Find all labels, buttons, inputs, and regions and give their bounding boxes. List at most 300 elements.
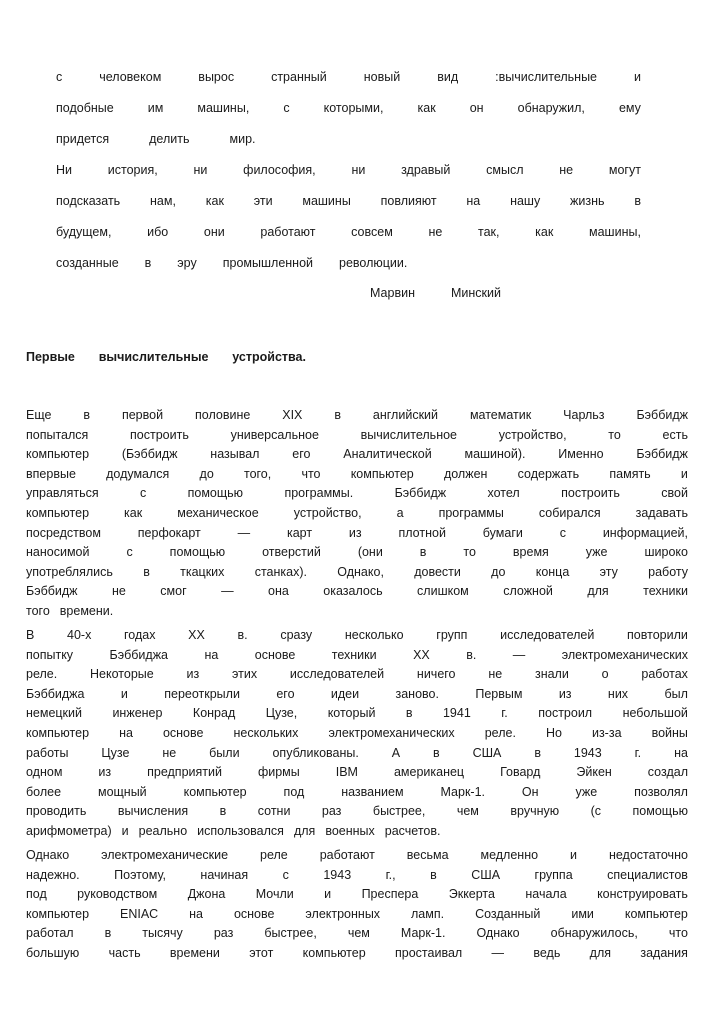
word: Марвин <box>370 286 415 300</box>
word: Но <box>545 725 562 740</box>
word: посредством <box>26 525 101 540</box>
word: обнаружилось, <box>550 926 638 941</box>
word: Бэббидж <box>26 584 78 599</box>
word: Аналитической <box>343 447 432 462</box>
word: XX <box>188 628 205 642</box>
word: медленно <box>480 848 539 862</box>
word: как <box>124 505 143 520</box>
word: начала <box>525 887 567 902</box>
paragraph-line <box>26 563 688 583</box>
word: реле <box>260 848 288 862</box>
word: техники <box>331 647 377 662</box>
word: и <box>634 70 641 84</box>
word: немецкий <box>26 706 82 721</box>
word: ламп. <box>411 906 445 921</box>
paragraph-line <box>26 704 688 724</box>
word: в <box>104 926 112 941</box>
word: совсем <box>351 225 393 239</box>
word: история, <box>107 163 158 177</box>
word: помощью <box>187 486 244 501</box>
word: в <box>430 867 437 882</box>
word: создал <box>647 765 688 780</box>
word: оказалось <box>323 584 383 599</box>
word: использовался <box>197 823 284 838</box>
word: как <box>205 194 224 208</box>
word: В <box>26 628 35 642</box>
word: не <box>488 667 503 682</box>
word: реально <box>138 823 188 838</box>
word: устройства. <box>232 350 306 364</box>
word: раз <box>213 926 234 941</box>
word: сложной <box>503 584 553 599</box>
word: собирался <box>538 505 601 520</box>
word: вычислительные <box>98 350 209 364</box>
word: ни <box>193 163 208 177</box>
word: содержать <box>517 466 580 481</box>
paragraph-line <box>26 866 688 886</box>
paragraph-line <box>26 646 688 666</box>
word: додумался <box>106 466 170 481</box>
word: который <box>327 706 376 721</box>
word: недостаточно <box>608 848 688 862</box>
word: 40-х <box>67 628 92 642</box>
word: с <box>283 101 290 115</box>
paragraph-2 <box>26 626 688 842</box>
paragraph-line <box>26 626 688 646</box>
word: мир. <box>229 132 256 146</box>
word: эту <box>599 564 618 579</box>
word: на <box>204 647 219 662</box>
word: г. <box>634 745 642 760</box>
word: машиной). <box>464 447 526 462</box>
word: с <box>126 545 133 560</box>
word: как <box>535 225 554 239</box>
word: должен <box>443 466 488 481</box>
word: программы. <box>284 486 354 501</box>
word: американец <box>393 765 465 780</box>
word: Некоторые <box>90 667 154 682</box>
word: с <box>559 525 566 540</box>
paragraph-line <box>26 744 688 764</box>
paragraph-line <box>26 484 688 504</box>
word: впервые <box>26 466 76 481</box>
word: Говард <box>500 765 541 780</box>
paragraph-3 <box>26 846 688 964</box>
word: заново. <box>395 686 439 701</box>
word: ENIAC <box>119 906 159 921</box>
word: Марк-1. <box>400 926 446 941</box>
word: под <box>26 887 47 902</box>
word: эру <box>177 256 197 270</box>
word: в <box>83 408 91 422</box>
word: инженер <box>112 706 163 721</box>
word: Бэббидж <box>394 486 447 501</box>
word: компьютер <box>26 505 90 520</box>
word: Созданный <box>475 906 541 921</box>
word: войны <box>651 725 688 740</box>
word: — <box>221 584 234 599</box>
word: смысл <box>486 163 524 177</box>
word: вручную <box>510 804 560 819</box>
word: хотел <box>487 486 520 501</box>
word: делить <box>149 132 190 146</box>
word: Он <box>521 784 539 799</box>
word: о <box>601 667 609 682</box>
word: и <box>324 887 332 902</box>
epigraph-line <box>56 130 641 161</box>
word: с <box>139 486 147 501</box>
epigraph-line <box>56 68 641 99</box>
word: часть <box>108 945 141 960</box>
paragraph-line <box>26 426 688 446</box>
word: 1943 <box>323 867 352 882</box>
word: позволял <box>634 784 688 799</box>
word: построить <box>561 486 620 501</box>
word: Однако <box>26 848 70 862</box>
word: работах <box>641 667 688 682</box>
word: г. <box>501 706 508 721</box>
word: компьютер <box>26 447 90 462</box>
paragraph-line <box>26 846 688 866</box>
word: Однако <box>476 926 520 941</box>
word: могут <box>608 163 641 177</box>
word: время <box>512 545 549 560</box>
word: Цузе <box>101 745 130 760</box>
word: Марк-1. <box>440 784 485 799</box>
word: Однако, <box>337 564 384 579</box>
word: станках). <box>254 564 307 579</box>
word: из <box>348 525 362 540</box>
word: Мочли <box>255 887 294 902</box>
word: в <box>334 408 341 422</box>
word: электромеханические <box>101 848 229 862</box>
word: ему <box>618 101 641 115</box>
word: небольшой <box>622 706 688 721</box>
word: из <box>186 667 200 682</box>
word: машины <box>302 194 351 208</box>
word: компьютер <box>302 945 366 960</box>
word: повлияют <box>380 194 437 208</box>
word: — <box>491 945 505 960</box>
word: помощью <box>169 545 226 560</box>
word: Бэббидж <box>636 408 688 422</box>
word: более <box>26 784 62 799</box>
word: ведь <box>533 945 561 960</box>
paragraph-line <box>26 944 688 964</box>
paragraph-line <box>26 602 688 622</box>
word: для <box>587 584 609 599</box>
paragraph-line <box>26 504 688 524</box>
word: названием <box>341 784 404 799</box>
paragraph-line <box>26 724 688 744</box>
word: из <box>558 686 572 701</box>
word: и <box>680 466 688 481</box>
word: сотни <box>257 804 291 819</box>
word: годах <box>124 628 156 642</box>
word: ничего <box>416 667 456 682</box>
word: подсказать <box>56 194 121 208</box>
word: английский <box>372 408 439 422</box>
word: в. <box>237 628 248 642</box>
paragraph-line <box>26 582 688 602</box>
word: основе <box>254 647 296 662</box>
word: 1941 <box>442 706 471 721</box>
word: групп <box>436 628 468 642</box>
word: того <box>26 603 50 618</box>
word: этот <box>249 945 274 960</box>
word: времени <box>169 945 220 960</box>
word: того, <box>243 466 272 481</box>
word: 1943 <box>573 745 602 760</box>
word: весьма <box>406 848 449 862</box>
word: расчетов. <box>384 823 441 838</box>
word: быстрее, <box>372 804 426 819</box>
word: этих <box>232 667 258 682</box>
word: :вычислительные <box>495 70 598 84</box>
word: странный <box>271 70 327 84</box>
word: военных <box>325 823 375 838</box>
word: до <box>199 466 214 481</box>
paragraph-line <box>26 822 688 842</box>
word: знали <box>534 667 569 682</box>
word: есть <box>662 427 688 442</box>
word: на <box>466 194 481 208</box>
word: ими <box>571 906 594 921</box>
word: А <box>391 745 401 760</box>
word: Эйкен <box>576 765 612 780</box>
word: информацией, <box>602 525 688 540</box>
word: чем <box>347 926 370 941</box>
word: США <box>472 745 502 760</box>
word: Ни <box>56 163 73 177</box>
epigraph <box>56 68 641 285</box>
word: карт <box>286 525 313 540</box>
word: созданные <box>56 256 119 270</box>
word: под <box>283 784 305 799</box>
epigraph-line <box>56 161 641 192</box>
word: арифмометра) <box>26 823 112 838</box>
word: в <box>534 745 541 760</box>
word: ни <box>351 163 366 177</box>
word: конструировать <box>597 887 688 902</box>
word: Первым <box>475 686 523 701</box>
word: Эккерта <box>448 887 495 902</box>
word: здравый <box>401 163 451 177</box>
word: помощью <box>632 804 688 819</box>
word: его <box>292 447 311 462</box>
word: не <box>428 225 443 239</box>
word: на <box>674 745 688 760</box>
word: машины, <box>197 101 250 115</box>
word: большую <box>26 945 80 960</box>
word: основе <box>162 725 204 740</box>
word: то <box>463 545 476 560</box>
paragraph-line <box>26 665 688 685</box>
word: XIX <box>282 408 303 422</box>
word: быстрее, <box>264 926 317 941</box>
epigraph-line <box>56 99 641 130</box>
word: компьютер <box>26 906 90 921</box>
word: компьютер <box>26 725 90 740</box>
word: электромеханических <box>561 647 688 662</box>
epigraph-author <box>370 286 501 300</box>
word: задания <box>640 945 688 960</box>
word: уже <box>575 784 598 799</box>
word: то <box>608 427 621 442</box>
word: задавать <box>635 505 688 520</box>
word: электромеханических <box>328 725 455 740</box>
word: компьютер <box>183 784 247 799</box>
word: времени. <box>59 603 114 618</box>
word: жизнь <box>570 194 605 208</box>
word: простаивал <box>395 945 463 960</box>
paragraph-line <box>26 783 688 803</box>
paragraph-line <box>26 924 688 944</box>
word: в <box>419 545 427 560</box>
word: они <box>203 225 225 239</box>
word: руководством <box>77 887 158 902</box>
word: в <box>634 194 641 208</box>
word: опубликованы. <box>272 745 359 760</box>
section-heading <box>26 350 306 364</box>
paragraph-line <box>26 763 688 783</box>
word: на <box>189 906 203 921</box>
word: вычисления <box>117 804 189 819</box>
word: отверстий <box>262 545 321 560</box>
word: построил <box>538 706 593 721</box>
word: устройство, <box>498 427 567 442</box>
word: XX <box>413 647 430 662</box>
word: переоткрыли <box>164 686 240 701</box>
word: из <box>98 765 112 780</box>
word: одном <box>26 765 63 780</box>
paragraph-line <box>26 685 688 705</box>
word: с <box>56 70 63 84</box>
word: США <box>471 867 501 882</box>
epigraph-line <box>56 254 641 285</box>
word: в <box>143 564 150 579</box>
word: из-за <box>591 725 622 740</box>
word: она <box>268 584 289 599</box>
word: не <box>111 584 126 599</box>
word: до <box>491 564 506 579</box>
word: и <box>120 686 128 701</box>
paragraph-line <box>26 802 688 822</box>
word: вид <box>437 70 459 84</box>
word: философия, <box>243 163 316 177</box>
word: устройство, <box>293 505 362 520</box>
word: механическое <box>177 505 259 520</box>
word: начиная <box>200 867 249 882</box>
word: половине <box>195 408 251 422</box>
word: что <box>301 466 321 481</box>
word: были <box>209 745 240 760</box>
word: идеи <box>330 686 360 701</box>
paragraph-line <box>26 524 688 544</box>
word: тысячу <box>142 926 183 941</box>
word: конца <box>535 564 570 579</box>
word: работал <box>26 926 74 941</box>
word: нескольких <box>233 725 299 740</box>
word: компьютер <box>350 466 414 481</box>
word: вычислительное <box>360 427 458 442</box>
word: для <box>293 823 316 838</box>
word: человеком <box>99 70 162 84</box>
word: обнаружил, <box>517 101 585 115</box>
word: Первые <box>26 350 75 364</box>
paragraph-line <box>26 465 688 485</box>
word: Еще <box>26 408 52 422</box>
word: довести <box>414 564 461 579</box>
word: Джона <box>187 887 226 902</box>
paragraph-line <box>26 905 688 925</box>
word: его <box>276 686 295 701</box>
word: ибо <box>147 225 169 239</box>
word: не <box>559 163 574 177</box>
word: Цузе, <box>265 706 298 721</box>
word: раз <box>321 804 342 819</box>
word: память <box>609 466 651 481</box>
word: на <box>119 725 133 740</box>
word: свой <box>661 486 688 501</box>
word: попытался <box>26 427 89 442</box>
epigraph-line <box>56 223 641 254</box>
word: проводить <box>26 804 87 819</box>
word: группа <box>534 867 573 882</box>
word: был <box>664 686 688 701</box>
word: электронных <box>305 906 381 921</box>
word: как <box>417 101 436 115</box>
word: новый <box>363 70 401 84</box>
paragraph-line <box>26 445 688 465</box>
word: нашу <box>510 194 541 208</box>
word: в <box>144 256 152 270</box>
word: повторили <box>627 628 688 642</box>
word: ткацких <box>180 564 225 579</box>
word: работы <box>26 745 69 760</box>
word: попытку <box>26 647 74 662</box>
word: чем <box>456 804 479 819</box>
word: в <box>219 804 227 819</box>
word: — <box>512 647 526 662</box>
word: надежно. <box>26 867 80 882</box>
word: исследователей <box>500 628 595 642</box>
epigraph-line <box>56 192 641 223</box>
word: специалистов <box>607 867 688 882</box>
paragraph-line <box>26 406 688 426</box>
word: Бэббиджа <box>26 686 85 701</box>
word: плотной <box>398 525 446 540</box>
word: фирмы <box>257 765 300 780</box>
word: с <box>282 867 289 882</box>
paragraph-1 <box>26 406 688 622</box>
word: смог <box>160 584 187 599</box>
word: несколько <box>344 628 404 642</box>
word: предприятий <box>147 765 222 780</box>
word: наносимой <box>26 545 90 560</box>
word: которыми, <box>323 101 384 115</box>
word: Бэббидж <box>636 447 688 462</box>
word: называл <box>210 447 260 462</box>
word: исследователей <box>289 667 385 682</box>
word: IBM <box>335 765 358 780</box>
word: мощный <box>97 784 147 799</box>
word: употреблялись <box>26 564 113 579</box>
word: работают <box>260 225 316 239</box>
word: них <box>607 686 629 701</box>
word: реле. <box>26 667 58 682</box>
word: Поэтому, <box>114 867 166 882</box>
